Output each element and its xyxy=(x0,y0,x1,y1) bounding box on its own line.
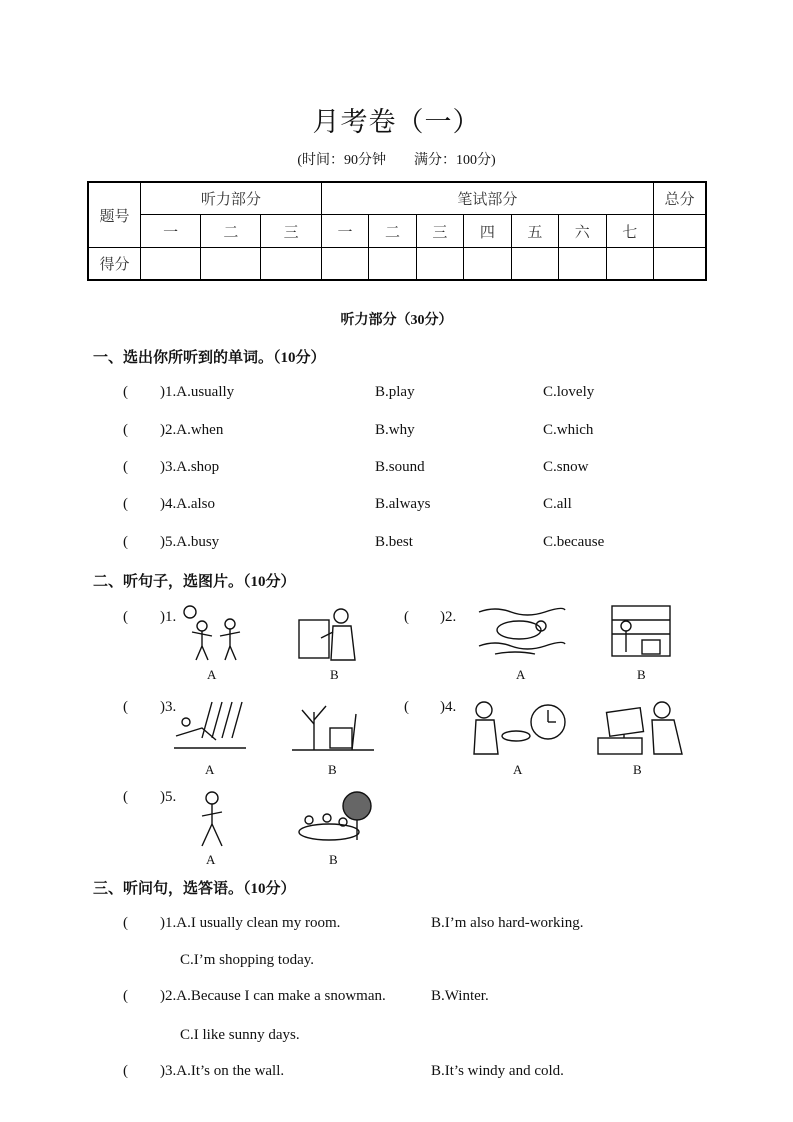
answer-paren[interactable]: ( xyxy=(123,534,128,550)
question-number: )1. xyxy=(160,609,177,625)
option-c: C.all xyxy=(543,496,572,512)
option-label-b: B xyxy=(633,762,642,777)
question-number: )4. xyxy=(440,699,457,715)
option-a: )3.A.shop xyxy=(160,459,220,475)
col-writing-3: 三 xyxy=(416,215,463,248)
answer-paren[interactable]: ( xyxy=(123,699,128,715)
score-cell[interactable] xyxy=(464,248,511,281)
picture-windy-rain[interactable] xyxy=(172,698,248,756)
score-cell[interactable] xyxy=(321,248,368,281)
option-a: )1.A.usually xyxy=(160,384,235,400)
picture-boy-walking[interactable] xyxy=(192,790,232,850)
option-c: C.because xyxy=(543,534,605,550)
picture-family-picnic[interactable] xyxy=(295,790,377,846)
option-c: C.I like sunny days. xyxy=(180,1027,300,1043)
picture-shopping-store[interactable] xyxy=(608,602,674,660)
page-title: 月考卷（一） xyxy=(312,107,481,137)
section2-heading: 二、听句子，选图片。（10分） xyxy=(93,574,296,590)
option-label-a: A xyxy=(513,762,523,777)
section1-heading: 一、选出你所听到的单词。（10分） xyxy=(93,350,326,366)
row-header-question: 题号 xyxy=(88,182,141,248)
col-writing-4: 四 xyxy=(464,215,511,248)
col-listening-1: 一 xyxy=(141,215,201,248)
score-cell[interactable] xyxy=(201,248,261,281)
option-label-b: B xyxy=(328,762,337,777)
picture-man-at-board[interactable] xyxy=(295,602,367,662)
option-a: )5.A.busy xyxy=(160,534,220,550)
answer-paren[interactable]: ( xyxy=(404,609,409,625)
option-c: C.lovely xyxy=(543,384,595,400)
answer-paren[interactable]: ( xyxy=(123,384,128,400)
question-number: )2. xyxy=(440,609,457,625)
option-c: C.which xyxy=(543,422,594,438)
score-cell[interactable] xyxy=(606,248,653,281)
option-label-b: B xyxy=(637,667,646,682)
total-header: 总分 xyxy=(654,182,707,215)
picture-girl-computer[interactable] xyxy=(596,698,686,758)
section3-heading: 三、听问句，选答语。（10分） xyxy=(93,881,296,897)
option-c: C.snow xyxy=(543,459,589,475)
score-cell[interactable] xyxy=(416,248,463,281)
option-b: B.I’m also hard-working. xyxy=(431,915,584,931)
option-b: B.play xyxy=(375,384,415,400)
option-label-a: A xyxy=(516,667,526,682)
col-writing-5: 五 xyxy=(511,215,558,248)
score-cell[interactable] xyxy=(261,248,321,281)
option-label-a: A xyxy=(205,762,215,777)
answer-paren[interactable]: ( xyxy=(123,609,128,625)
option-label-b: B xyxy=(329,852,338,867)
score-table xyxy=(87,181,707,281)
picture-autumn-trees[interactable] xyxy=(290,698,376,756)
col-listening-2: 二 xyxy=(201,215,261,248)
row-header-score: 得分 xyxy=(88,248,141,281)
option-label-a: A xyxy=(206,852,216,867)
col-writing-7: 七 xyxy=(606,215,653,248)
option-a: )3.A.It’s on the wall. xyxy=(160,1063,285,1079)
col-listening-3: 三 xyxy=(261,215,321,248)
option-b: B.why xyxy=(375,422,415,438)
listening-header: 听力部分 xyxy=(141,182,322,215)
option-b: B.It’s windy and cold. xyxy=(431,1063,564,1079)
option-b: B.sound xyxy=(375,459,425,475)
option-a: )4.A.also xyxy=(160,496,215,512)
question-number: )5. xyxy=(160,789,177,805)
col-writing-2: 二 xyxy=(369,215,416,248)
option-c: C.I’m shopping today. xyxy=(180,952,315,968)
answer-paren[interactable]: ( xyxy=(404,699,409,715)
total-score-cell[interactable] xyxy=(654,248,707,281)
col-writing-6: 六 xyxy=(559,215,606,248)
picture-children-playing-sun[interactable] xyxy=(180,602,246,662)
score-cell[interactable] xyxy=(369,248,416,281)
score-cell[interactable] xyxy=(141,248,201,281)
option-b: B.best xyxy=(375,534,413,550)
answer-paren[interactable]: ( xyxy=(123,915,128,931)
total-cell-blank xyxy=(654,215,707,248)
answer-paren[interactable]: ( xyxy=(123,422,128,438)
question-number: )3. xyxy=(160,699,177,715)
option-a: )2.A.when xyxy=(160,422,224,438)
option-label-b: B xyxy=(330,667,339,682)
picture-swimming[interactable] xyxy=(475,602,567,660)
answer-paren[interactable]: ( xyxy=(123,459,128,475)
score-cell[interactable] xyxy=(559,248,606,281)
option-label-a: A xyxy=(207,667,217,682)
col-writing-1: 一 xyxy=(321,215,368,248)
answer-paren[interactable]: ( xyxy=(123,789,128,805)
part-heading: 听力部分（30分） xyxy=(340,313,453,328)
option-b: B.always xyxy=(375,496,431,512)
score-cell[interactable] xyxy=(511,248,558,281)
answer-paren[interactable]: ( xyxy=(123,988,128,1004)
exam-info: (时间：90分钟 满分：100分) xyxy=(297,153,496,168)
option-b: B.Winter. xyxy=(431,988,489,1004)
option-a: )2.A.Because I can make a snowman. xyxy=(160,988,386,1004)
answer-paren[interactable]: ( xyxy=(123,496,128,512)
writing-header: 笔试部分 xyxy=(321,182,653,215)
answer-paren[interactable]: ( xyxy=(123,1063,128,1079)
option-a: )1.A.I usually clean my room. xyxy=(160,915,341,931)
picture-girl-washing-clock[interactable] xyxy=(468,698,568,758)
